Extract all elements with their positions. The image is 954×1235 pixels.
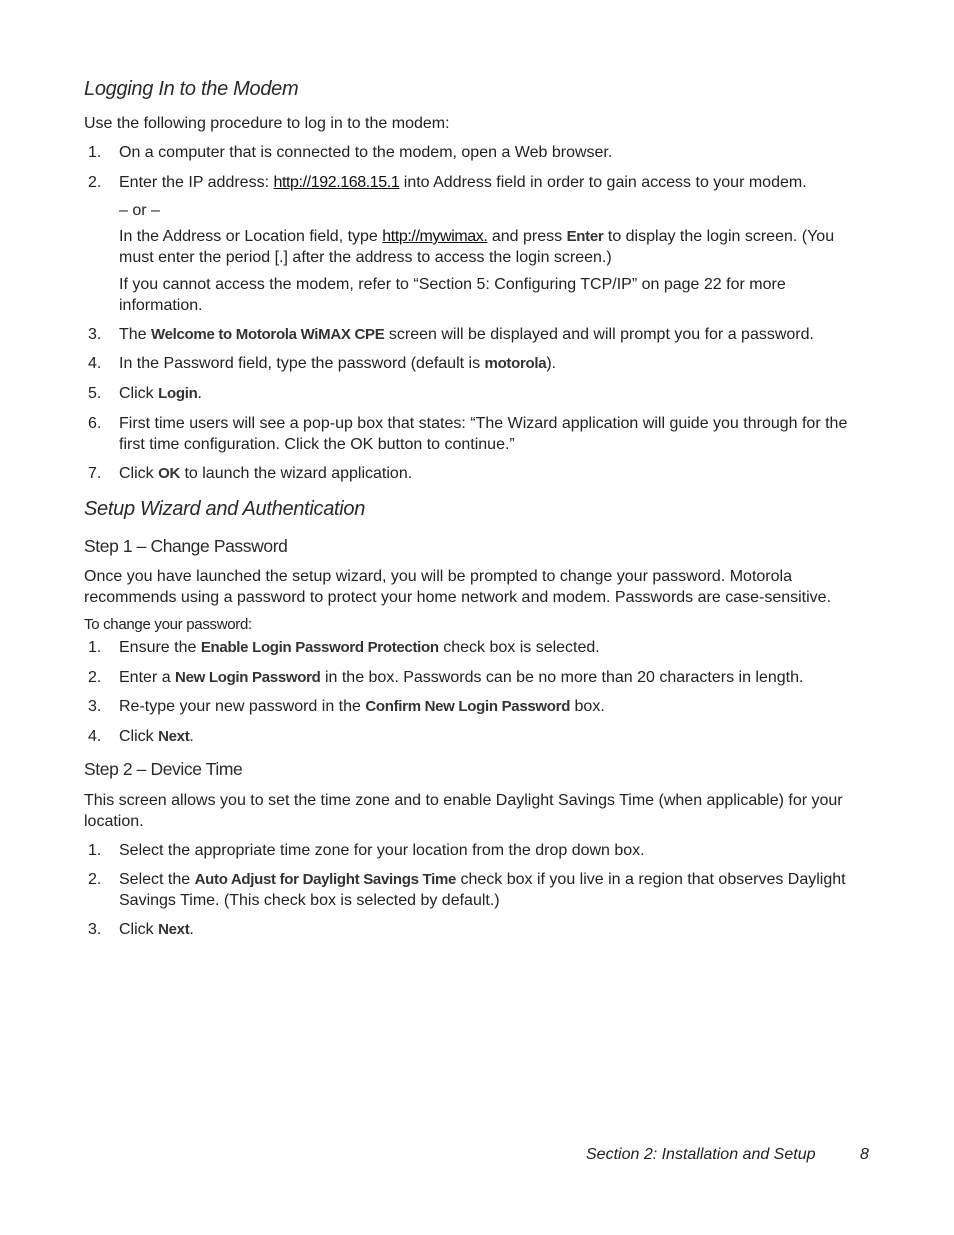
login-intro: Use the following procedure to log in to the modem:	[84, 115, 450, 132]
footer-section-label: Section 2: Installation and Setup	[586, 1146, 816, 1163]
ip-address-link[interactable]: http://192.168.15.1	[273, 174, 400, 191]
section-title-login: Logging In to the Modem	[84, 78, 299, 100]
step2-title: Step 2 – Device Time	[84, 759, 243, 779]
page-number: 8	[860, 1146, 869, 1163]
or-separator: – or –	[119, 202, 160, 219]
step1-title: Step 1 – Change Password	[84, 536, 288, 556]
access-note: If you cannot access the modem, refer to “Section 5: Configuring TCP/IP” on page 22 for more information.	[119, 276, 786, 314]
alt-address-instruction: In the Address or Location field, type http://mywimax. and press Enter to display the login screen. (You must enter the period [.] after the address to access the login screen.)	[119, 228, 835, 266]
section-title-wizard: Setup Wizard and Authentication	[84, 498, 366, 520]
mywimax-link[interactable]: http://mywimax.	[382, 228, 488, 245]
step2-intro: This screen allows you to set the time zone and to enable Daylight Savings Time (when applicable) for your location.	[84, 792, 843, 830]
step1-intro: Once you have launched the setup wizard, you will be prompted to change your password. Motorola recommends using a password to protect your home network and modem. Passwords are case-sensitive.	[84, 568, 832, 606]
step1-lead: To change your password:	[84, 616, 252, 633]
